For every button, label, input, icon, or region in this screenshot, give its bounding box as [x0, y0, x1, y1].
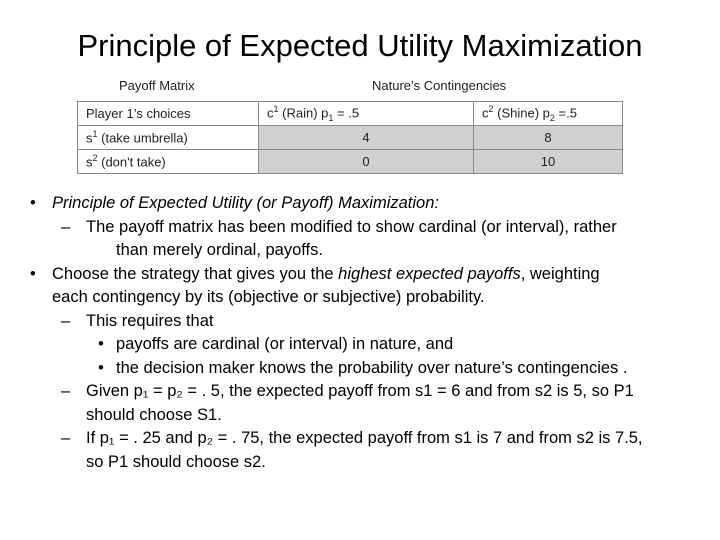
payoff-matrix-table [77, 101, 623, 174]
bullet-text: Principle of Expected Utility (or Payoff) Maximization: [52, 194, 439, 212]
natures-contingencies-heading: Nature’s Contingencies [372, 78, 507, 93]
row-s1-sup: 1 [92, 129, 98, 140]
bullet-marker: • [98, 335, 104, 353]
dash-marker: – [61, 311, 71, 330]
header-c1-sup: 1 [273, 104, 279, 115]
cell-s1-rain: 4 [259, 126, 474, 150]
sub-bullet-continuation: should choose S1. [86, 405, 222, 424]
bullet-marker: • [98, 358, 104, 377]
cell-s2-shine: 10 [474, 150, 623, 174]
table-row [78, 126, 623, 150]
bullet-item [30, 263, 710, 287]
row-s1-name: (take umbrella) [97, 130, 188, 146]
sub-bullet-text: This requires that [86, 311, 214, 330]
player-choices-header: Player 1’s choices [78, 102, 259, 126]
bullet-text-post: , weighting [520, 264, 600, 283]
sub-sub-bullet-item [30, 357, 710, 381]
row-s1-s: s [86, 130, 93, 146]
header-c2-label: c [482, 105, 489, 121]
row-s2-s: s [86, 154, 93, 170]
dash-marker: – [61, 217, 71, 236]
sub-bullet-text: Given p₁ = p₂ = . 5, the expected payoff from s1 = 6 and from s2 is 5, so P1 [86, 382, 634, 400]
header-c1-name: (Rain) p [278, 105, 329, 121]
sub-sub-bullet-text: the decision maker knows the probability over nature’s contingencies . [116, 358, 628, 377]
sub-bullet-item [30, 310, 710, 334]
rain-contingency-header [259, 102, 474, 126]
cell-s2-rain: 0 [259, 150, 474, 174]
bullet-continuation: each contingency by its (objective or subjective) probability. [52, 288, 485, 306]
header-c2-prob: =.5 [554, 105, 577, 121]
bullet-text-pre: Choose the strategy that gives you the [52, 264, 339, 283]
sub-bullet-continuation: so P1 should choose s2. [86, 452, 266, 471]
sub-bullet-item [30, 380, 710, 404]
header-c2-name: (Shine) p [493, 105, 550, 121]
payoff-matrix-heading: Payoff Matrix [119, 78, 195, 93]
bullet-marker: • [30, 264, 36, 283]
dash-marker: – [61, 382, 71, 400]
cell-s1-shine: 8 [474, 126, 623, 150]
dash-marker: – [61, 429, 71, 447]
sub-bullet-item [30, 216, 710, 240]
slide-title: Principle of Expected Utility Maximization [77, 28, 643, 63]
bullet-list [30, 192, 710, 474]
row-label-s1 [78, 126, 259, 150]
row-s2-sup: 2 [92, 153, 98, 164]
sub-bullet-item [30, 427, 710, 451]
sub-sub-bullet-text: payoffs are cardinal (or interval) in nature, and [116, 335, 454, 353]
table-header-row [78, 102, 623, 126]
sub-bullet-text: The payoff matrix has been modified to show cardinal (or interval), rather [86, 217, 617, 236]
header-c1-label: c [267, 105, 274, 121]
header-c2-sup: 2 [488, 104, 494, 115]
row-label-s2 [78, 150, 259, 174]
bullet-text-emphasis: highest expected payoffs [338, 264, 521, 283]
sub-sub-bullet-item [30, 333, 710, 357]
row-s2-name: (don't take) [97, 154, 166, 170]
header-c1-sub: 1 [328, 112, 334, 123]
sub-bullet-text: If p₁ = . 25 and p₂ = . 75, the expected payoff from s1 is 7 and from s2 is 7.5, [86, 429, 643, 447]
bullet-marker: • [30, 194, 36, 212]
bullet-item [30, 192, 710, 216]
header-c2-sub: 2 [549, 112, 555, 123]
sub-bullet-continuation: than merely ordinal, payoffs. [116, 241, 323, 259]
shine-contingency-header [474, 102, 623, 126]
table-row [78, 150, 623, 174]
header-c1-prob: = .5 [333, 105, 360, 121]
